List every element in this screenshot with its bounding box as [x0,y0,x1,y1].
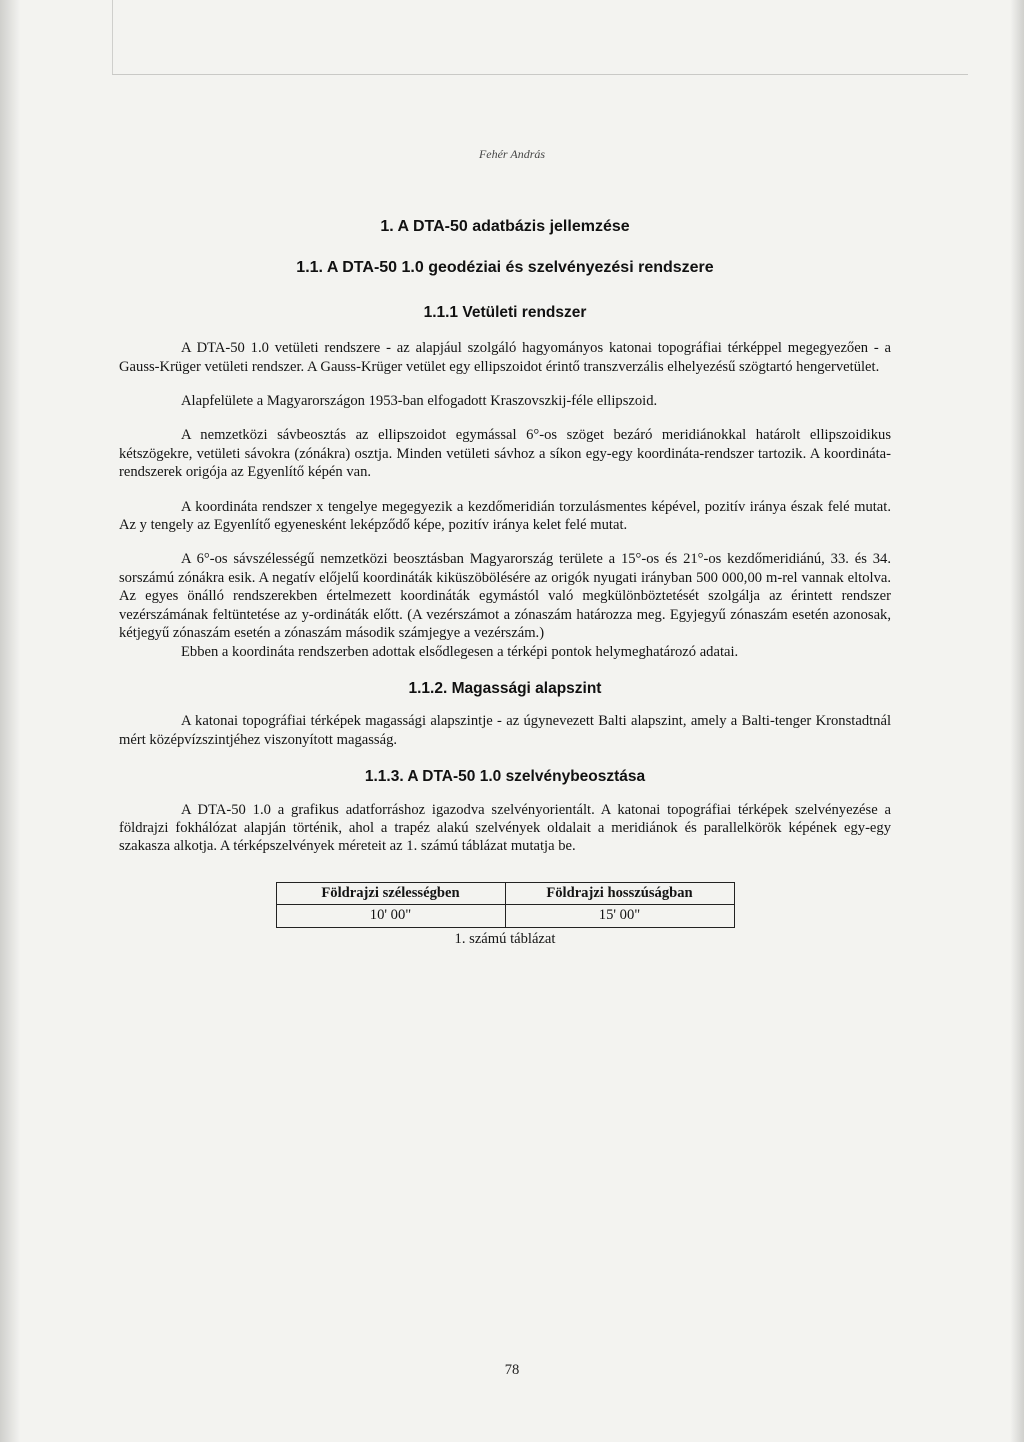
scan-corner-mark [112,0,113,75]
header-rule [112,74,968,75]
table-header-cell: Földrajzi hosszúságban [505,882,734,904]
sheet-size-table [276,882,735,928]
scan-edge-left [0,0,20,1442]
running-header-author: Fehér András [478,147,546,161]
table-cell: 15' 00" [505,905,734,927]
table-row [276,905,734,927]
table-cell: 10' 00" [276,905,505,927]
subsection-heading-magassagi: 1.1.2. Magassági alapszint [408,679,602,697]
subsection-heading-vetuleti: 1.1.1 Vetületi rendszer [423,303,587,321]
scan-edge-right [1010,0,1024,1442]
table-caption: 1. számú táblázat [454,930,556,947]
subsection-heading-szelvenybeosztas: 1.1.3. A DTA-50 1.0 szelvénybeosztása [364,768,646,786]
page-number: 78 [504,1362,520,1378]
table-header-cell: Földrajzi szélességben [276,882,505,904]
paragraph: A 6°-os sávszélességű nemzetközi beosztásban Magyarország területe a 15°-os és 21°-os kezdőmeridiánú, 33. és 34. sorszámú zónákra esik. A negatív előjelű koordináták kiküszöbölésére az origók nyugati irányban 500 000,00 m-rel vannak eltolva. Az egyes önálló rendszerekben értelmezett koordináták egymástól való megkülönböztetését szolgálja az érintett rendszer vezérszámának feltüntetése az y-ordináták előtt. (A vezérszámot a zónaszám határozza meg. Egyjegyű zónaszám esetén azonosak, kétjegyű zónaszám esetén a zónaszám második számjegye a vezérszám.) [119,551,891,642]
paragraph: A katonai topográfiai térképek magassági alapszintje - az úgynevezett Balti alapszint, amely a Balti-tenger Kronstadtnál mért középvízszintjéhez viszonyított magasság. [119,713,891,748]
paragraph: A DTA-50 1.0 a grafikus adatforráshoz igazodva szelvényorientált. A katonai topográfiai térképek szelvényezése a földrajzi fokhálózat alapján történik, ahol a trapéz alakú szelvények oldalait a meridiánok és parallelkörök képének egy-egy szakasza alkotja. A térképszelvények méreteit az 1. számú táblázat mutatja be. [119,801,891,855]
table-header-row [276,882,734,904]
paragraph: A DTA-50 1.0 vetületi rendszere - az alapjául szolgáló hagyományos katonai topográfiai térképpel megegyezően - a Gauss-Krüger vetületi rendszer. A Gauss-Krüger vetület egy ellipszoidot érintő transzverzális elhelyezésű szögtartó hengervetület. [119,340,891,375]
paragraph: A nemzetközi sávbeosztás az ellipszoidot egymással 6°-os szöget bezáró meridiánokkal határolt ellipszoidikus kétszögekre, vetületi sávokra (zónákra) osztja. Minden vetületi sávhoz a síkon egy-egy koordináta-rendszer tartozik. A koordináta-rendszerek origója az Egyenlítő képén van. [119,427,891,481]
paragraph: Alapfelülete a Magyarországon 1953-ban elfogadott Kraszovszkij-féle ellipszoid. [181,393,658,410]
page-body [119,210,891,948]
paragraph: Ebben a koordináta rendszerben adottak elsődlegesen a térképi pontok helymeghatározó adatai. [181,643,739,660]
section-heading: 1.1. A DTA-50 1.0 geodéziai és szelvényezési rendszere [296,259,714,277]
paragraph: A koordináta rendszer x tengelye megegyezik a kezdőmeridián torzulásmentes képével, pozitív iránya észak felé mutat. Az y tengely az Egyenlítő egyenesként leképződő képe, pozitív iránya kelet felé mutat. [119,498,891,534]
chapter-heading: 1. A DTA-50 adatbázis jellemzése [380,218,630,235]
